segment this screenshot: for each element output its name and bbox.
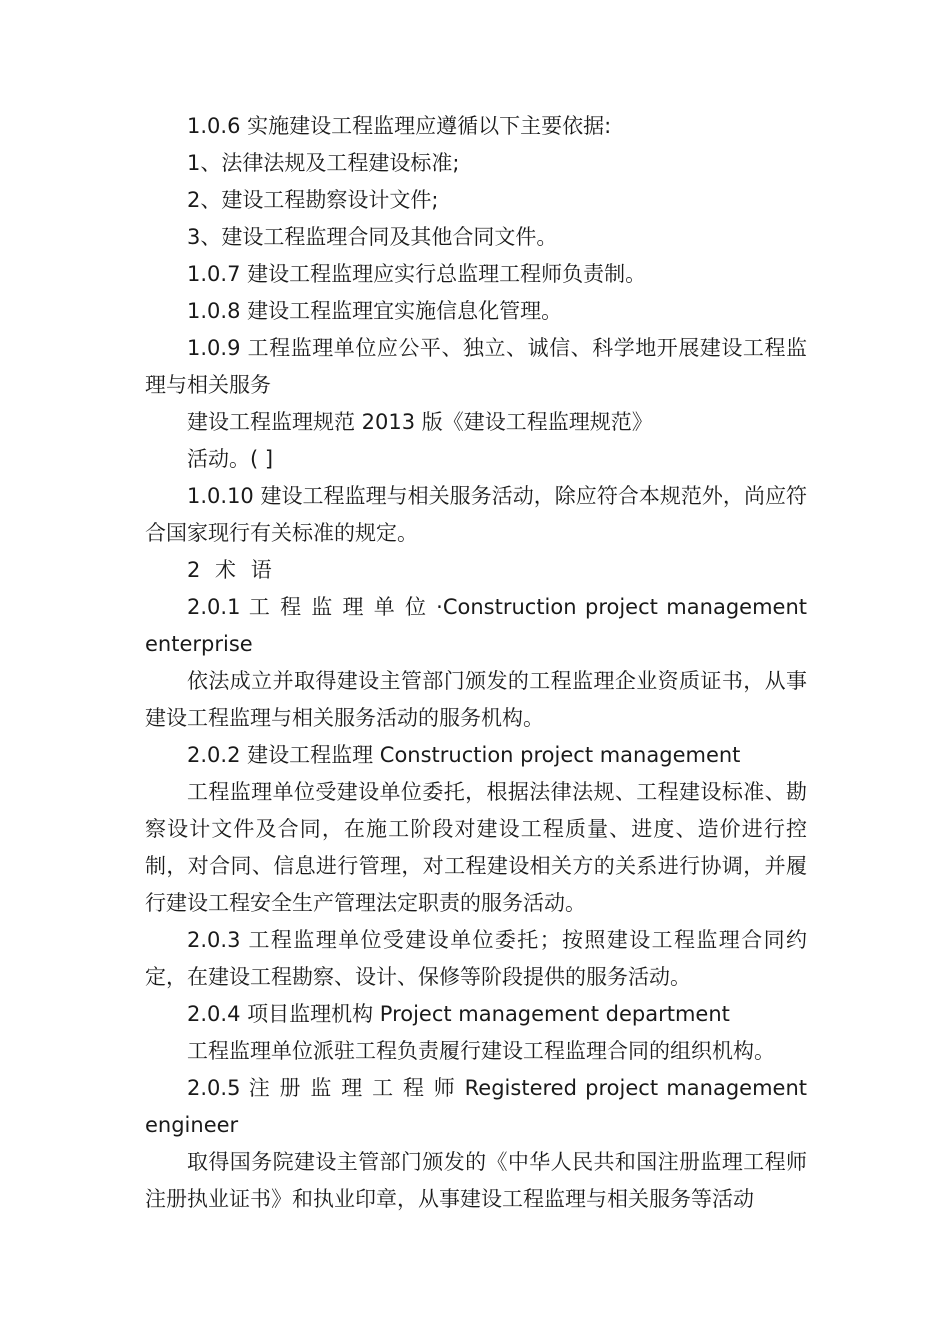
basis-item-1: 1、法律法规及工程建设标准; [187,151,460,175]
clause-1-0-9: 1.0.9 工程监理单位应公平、独立、诚信、科学地开展建设工程监理与相关服务 [145,336,807,397]
clause-1-0-10: 1.0.10 建设工程监理与相关服务活动，除应符合本规范外，尚应符合国家现行有关标准的规定。 [145,484,807,545]
basis-item-3: 3、建设工程监理合同及其他合同文件。 [187,225,558,249]
running-header-text: 建设工程监理规范 2013 版《建设工程监理规范》 [187,410,653,434]
term-2-0-5: 2.0.5 注 册 监 理 工 程 师 Registered project management engineer [145,1076,807,1137]
term-2-0-4: 2.0.4 项目监理机构 Project management department [187,1002,730,1026]
basis-item-2: 2、建设工程勘察设计文件; [187,188,439,212]
clause-1-0-9-continuation: 活动。( ] [187,447,274,471]
term-2-0-1-definition: 依法成立并取得建设主管部门颁发的工程监理企业资质证书，从事建设工程监理与相关服务活动的服务机构。 [145,669,807,730]
clause-1-0-6: 1.0.6 实施建设工程监理应遵循以下主要依据: [187,114,612,138]
term-2-0-3: 2.0.3 工程监理单位受建设单位委托；按照建设工程监理合同约定，在建设工程勘察、设计、保修等阶段提供的服务活动。 [145,928,807,989]
term-2-0-1: 2.0.1 工 程 监 理 单 位 ·Construction project management enterprise [145,595,807,656]
clause-1-0-7: 1.0.7 建设工程监理应实行总监理工程师负责制。 [187,262,647,286]
section-heading-terms: 2 术 语 [187,558,276,582]
clause-1-0-8: 1.0.8 建设工程监理宜实施信息化管理。 [187,299,563,323]
term-2-0-5-definition: 取得国务院建设主管部门颁发的《中华人民共和国注册监理工程师注册执业证书》和执业印章，从事建设工程监理与相关服务等活动 [145,1150,807,1211]
body-text [145,108,807,1218]
term-2-0-2-definition: 工程监理单位受建设单位委托，根据法律法规、工程建设标准、勘察设计文件及合同，在施工阶段对建设工程质量、进度、造价进行控制，对合同、信息进行管理，对工程建设相关方的关系进行协调，并履行建设工程安全生产管理法定职责的服务活动。 [145,780,807,915]
term-2-0-2: 2.0.2 建设工程监理 Construction project management [187,743,741,767]
term-2-0-4-definition: 工程监理单位派驻工程负责履行建设工程监理合同的组织机构。 [187,1039,775,1063]
